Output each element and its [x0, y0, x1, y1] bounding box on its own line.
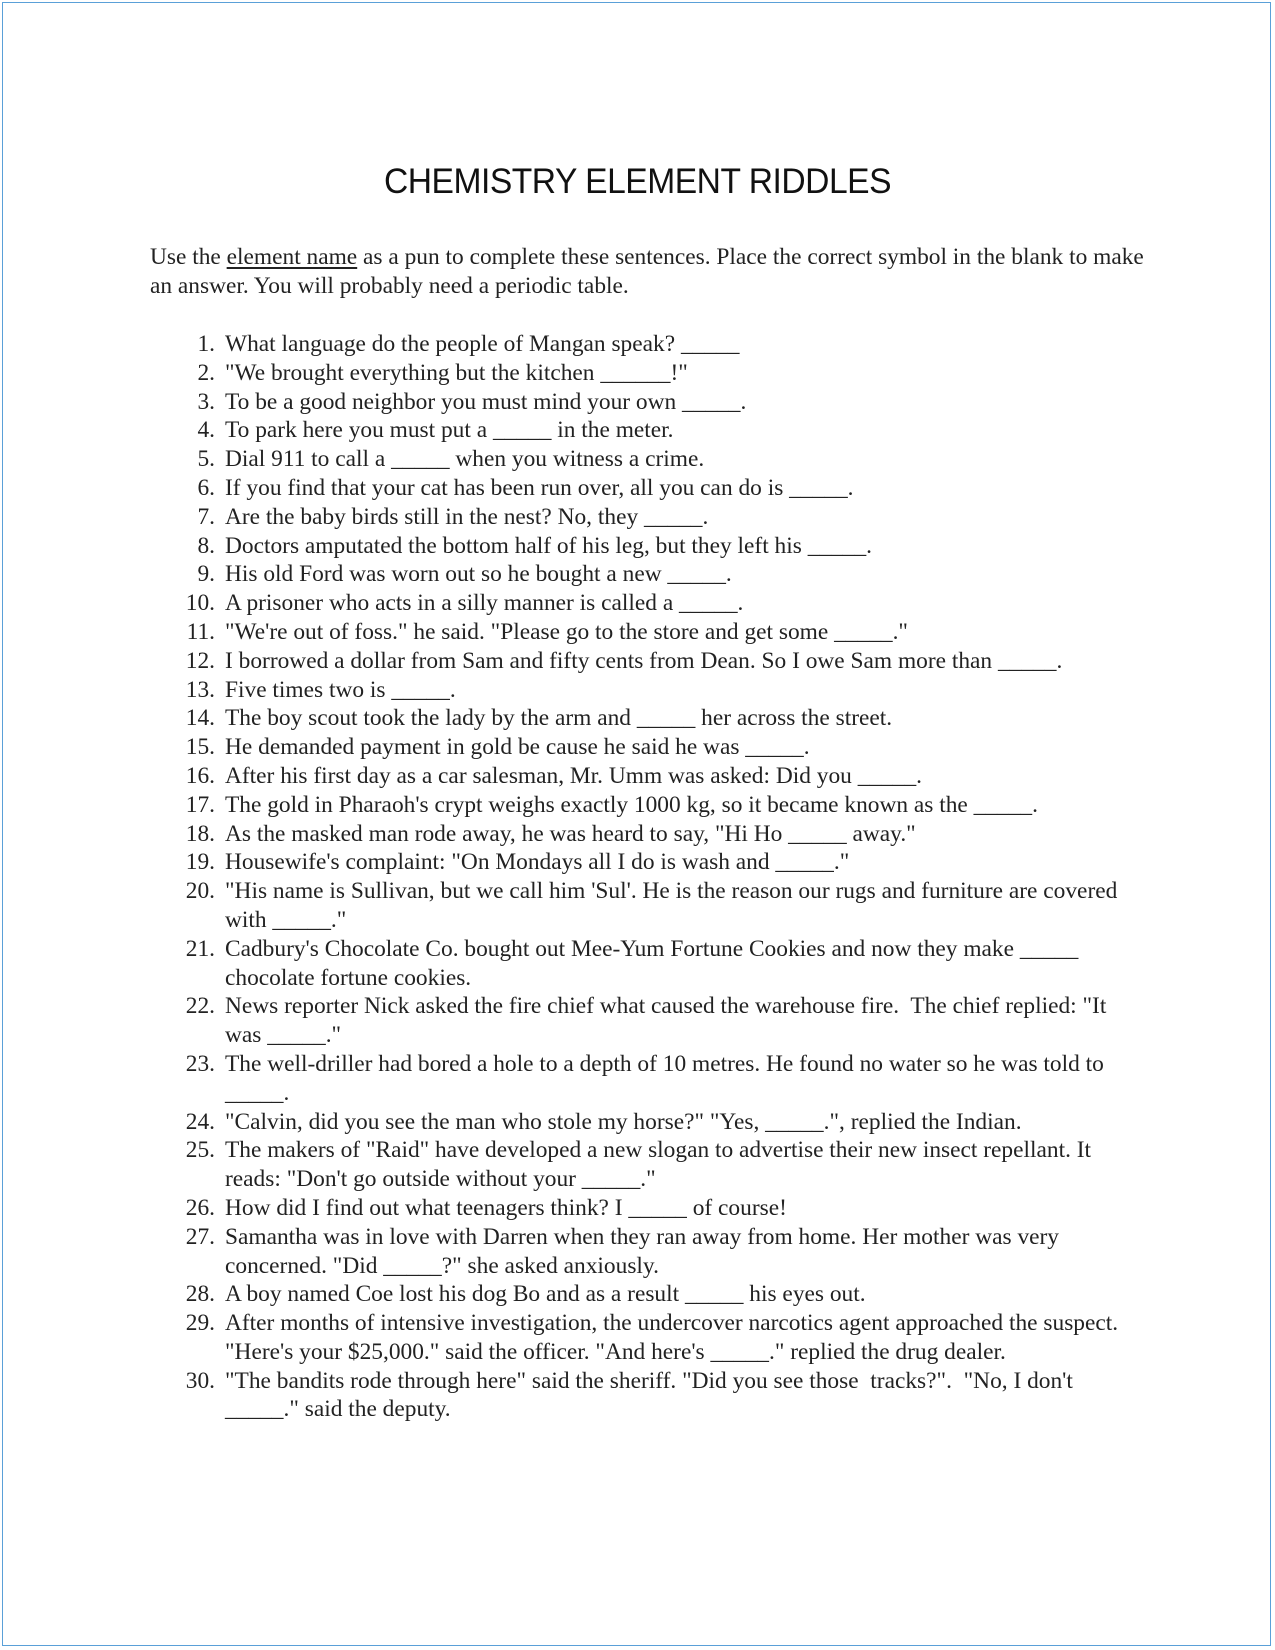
riddle-text: "We're out of foss." he said. "Please go to the store and get some _____." — [225, 618, 908, 645]
riddle-item — [150, 359, 1130, 388]
riddle-list — [150, 330, 1130, 1424]
riddle-item — [150, 1223, 1130, 1281]
riddle-item — [150, 676, 1130, 705]
riddle-item — [150, 791, 1130, 820]
riddle-item — [150, 445, 1130, 474]
riddle-item — [150, 877, 1130, 935]
riddle-number: 6. — [197, 474, 215, 501]
riddle-number: 12. — [185, 647, 215, 674]
riddle-item — [150, 330, 1130, 359]
riddle-item — [150, 1050, 1130, 1108]
riddle-number: 13. — [185, 676, 215, 703]
riddle-text: How did I find out what teenagers think? I _____ of course! — [225, 1194, 787, 1221]
riddle-text: "His name is Sullivan, but we call him 'Sul'. He is the reason our rugs and furniture are covered with _____." — [225, 878, 1124, 933]
riddle-number: 29. — [185, 1310, 215, 1337]
riddle-number: 4. — [197, 417, 215, 444]
riddle-text: "We brought everything but the kitchen ______!" — [225, 359, 688, 386]
instructions-text-rest: as a pun to complete these sentences. Place the correct symbol in the blank to make an answer. You will probably need a periodic table. — [150, 244, 1144, 299]
riddle-item — [150, 1309, 1130, 1367]
riddle-item — [150, 820, 1130, 849]
riddle-number: 21. — [185, 935, 215, 962]
riddle-number: 28. — [185, 1281, 215, 1308]
riddle-number: 27. — [185, 1223, 215, 1250]
riddle-number: 22. — [185, 993, 215, 1020]
riddle-text: After months of intensive investigation, the undercover narcotics agent approached the suspect. "Here's your $25,000." said the officer. "And here's _____." replied the drug dealer. — [225, 1310, 1124, 1365]
riddle-number: 1. — [197, 331, 215, 357]
riddle-text: Housewife's complaint: "On Mondays all I do is wash and _____." — [225, 849, 850, 876]
riddle-number: 19. — [185, 849, 215, 876]
riddle-number: 17. — [185, 791, 215, 818]
riddle-text: To be a good neighbor you must mind your own _____. — [225, 388, 747, 415]
riddle-item — [150, 935, 1130, 993]
riddle-text: As the masked man rode away, he was heard to say, "Hi Ho _____ away." — [225, 820, 916, 847]
riddle-number: 26. — [185, 1194, 215, 1221]
riddle-text: News reporter Nick asked the fire chief what caused the warehouse fire. The chief replied: "It was _____." — [225, 993, 1113, 1049]
riddle-number: 11. — [186, 618, 215, 645]
riddle-number: 30. — [185, 1367, 215, 1394]
riddle-number: 9. — [197, 561, 215, 588]
riddle-item — [150, 647, 1130, 676]
riddle-item — [150, 992, 1130, 1050]
riddle-item — [150, 532, 1130, 561]
riddle-number: 10. — [185, 590, 215, 617]
riddle-text: The well-driller had bored a hole to a depth of 10 metres. He found no water so he was told to _____. — [225, 1050, 1110, 1106]
riddle-item — [150, 1194, 1130, 1223]
riddle-item — [150, 1280, 1130, 1309]
riddle-number: 24. — [185, 1108, 215, 1135]
riddle-text: A boy named Coe lost his dog Bo and as a result _____ his eyes out. — [225, 1281, 866, 1308]
riddle-item — [150, 388, 1130, 417]
riddle-text: The gold in Pharaoh's crypt weighs exactly 1000 kg, so it became known as the _____. — [225, 791, 1038, 818]
riddle-text: Five times two is _____. — [225, 676, 456, 703]
riddle-text: He demanded payment in gold be cause he said he was _____. — [225, 734, 810, 761]
riddle-text: What language do the people of Mangan speak? _____ — [225, 331, 740, 357]
riddle-text: "The bandits rode through here" said the sheriff. "Did you see those tracks?". "No, I don't _____." said the deputy. — [225, 1367, 1079, 1423]
riddle-number: 3. — [197, 388, 215, 415]
riddle-text: The boy scout took the lady by the arm and _____ her across the street. — [225, 705, 893, 732]
riddle-text: His old Ford was worn out so he bought a new _____. — [225, 561, 732, 588]
riddle-number: 7. — [197, 503, 215, 530]
instructions-underlined-term: element name — [226, 244, 358, 270]
riddle-text: A prisoner who acts in a silly manner is called a _____. — [225, 590, 744, 617]
riddle-item — [150, 1108, 1130, 1137]
riddle-number: 8. — [197, 532, 215, 559]
riddle-number: 20. — [185, 878, 215, 905]
riddle-item — [150, 704, 1130, 733]
riddle-number: 15. — [185, 734, 215, 761]
riddle-item — [150, 474, 1130, 503]
riddle-text: The makers of "Raid" have developed a new slogan to advertise their new insect repellant. It reads: "Don't go outside without your _____." — [225, 1137, 1097, 1193]
riddle-item — [150, 733, 1130, 762]
instructions — [150, 243, 1150, 301]
instructions-text-start: Use the — [150, 244, 227, 270]
riddle-item — [150, 1367, 1130, 1425]
riddle-text: Dial 911 to call a _____ when you witness a crime. — [225, 446, 705, 473]
riddle-text: Samantha was in love with Darren when they ran away from home. Her mother was very concerned. "Did _____?" she asked anxiously. — [225, 1223, 1065, 1279]
riddle-text: If you find that your cat has been run over, all you can do is _____. — [225, 474, 854, 501]
riddle-item — [150, 1136, 1130, 1194]
riddle-text: After his first day as a car salesman, Mr. Umm was asked: Did you _____. — [225, 762, 923, 789]
riddle-number: 18. — [185, 820, 215, 847]
page-title: CHEMISTRY ELEMENT RIDDLES — [383, 162, 892, 201]
riddle-item — [150, 416, 1130, 445]
riddle-number: 14. — [185, 705, 215, 732]
riddle-number: 5. — [197, 446, 215, 473]
riddle-item — [150, 503, 1130, 532]
riddle-number: 23. — [185, 1050, 215, 1077]
riddle-item — [150, 560, 1130, 589]
riddle-item — [150, 618, 1130, 647]
riddle-number: 25. — [185, 1137, 215, 1164]
riddle-text: "Calvin, did you see the man who stole my horse?" "Yes, _____.", replied the Indian. — [225, 1108, 1022, 1135]
riddle-number: 2. — [197, 359, 215, 386]
riddle-item — [150, 762, 1130, 791]
riddle-text: Cadbury's Chocolate Co. bought out Mee-Yum Fortune Cookies and now they make _____ chocolate fortune cookies. — [225, 935, 1085, 991]
riddle-text: Doctors amputated the bottom half of his leg, but they left his _____. — [225, 532, 873, 559]
riddle-text: Are the baby birds still in the nest? No, they _____. — [225, 503, 709, 530]
riddle-item — [150, 589, 1130, 618]
riddle-number: 16. — [185, 762, 215, 789]
riddle-item — [150, 848, 1130, 877]
riddle-text: I borrowed a dollar from Sam and fifty cents from Dean. So I owe Sam more than _____. — [225, 647, 1063, 674]
riddle-text: To park here you must put a _____ in the meter. — [225, 417, 674, 444]
